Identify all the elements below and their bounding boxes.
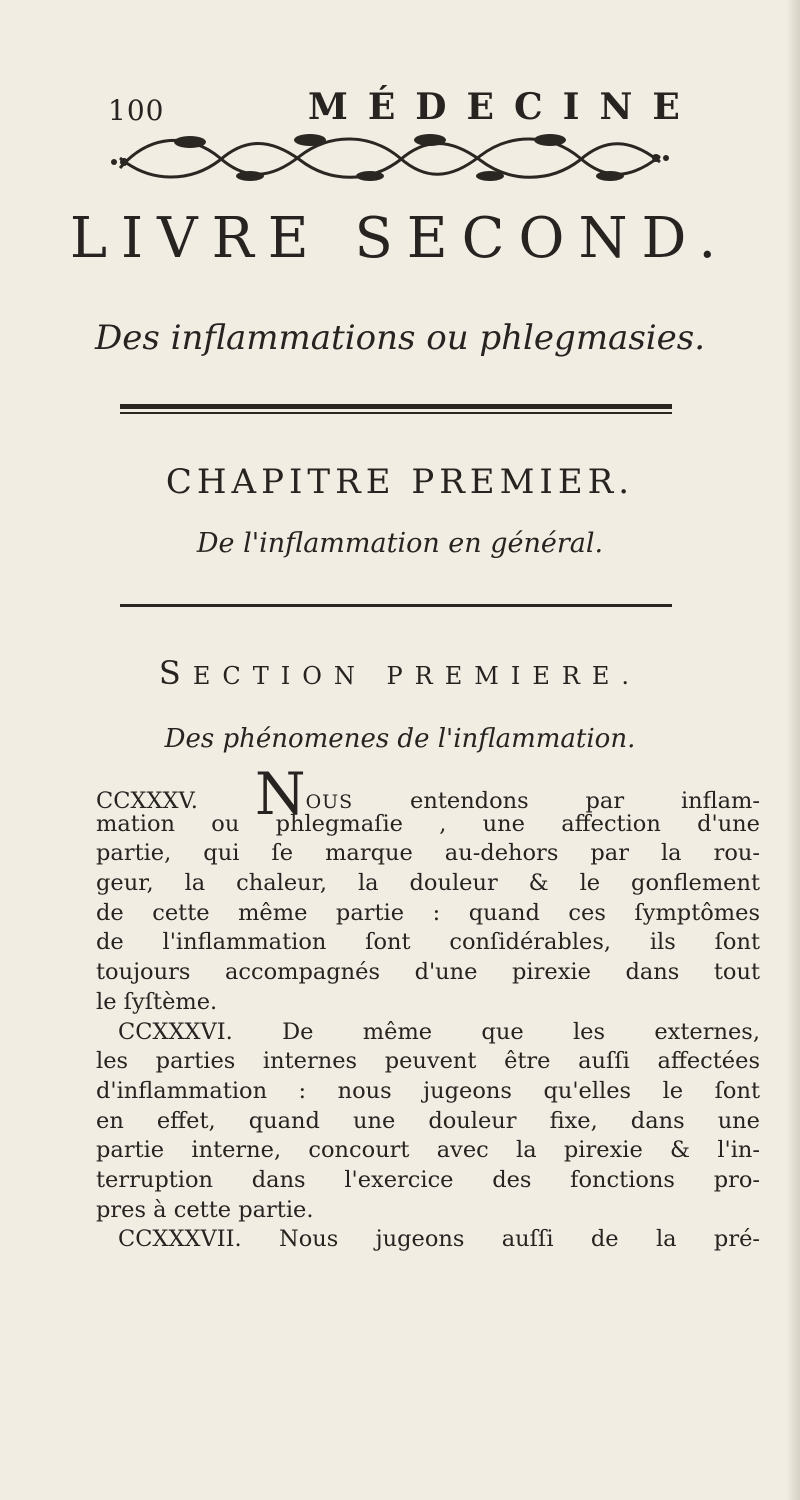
text-line: d'inflammation : nous jugeons qu'elles le ſont xyxy=(96,1077,760,1104)
paragraph-first-line: CCXXXVII. Nous jugeons auſſi de la pré- xyxy=(118,1226,760,1253)
text-line: les parties internes peuvent être auſſi affectées xyxy=(96,1048,760,1075)
text-line: de l'inflammation ſont conſidérables, ils ſont xyxy=(96,929,760,956)
small-caps-word: OUS xyxy=(305,791,354,813)
text-line: en effet, quand une douleur fixe, dans une xyxy=(96,1107,760,1134)
section-title xyxy=(0,654,800,692)
ornament-band xyxy=(110,128,670,186)
running-head xyxy=(108,82,700,132)
text-line: de cette même partie : quand ces ſymptômes xyxy=(96,899,760,926)
double-rule-top xyxy=(120,404,672,409)
chapter-subtitle: De l'inflammation en général. xyxy=(196,528,604,559)
first-line-text: entendons par inflam- xyxy=(353,788,760,814)
page-number: 100 xyxy=(108,94,165,127)
text-line: terruption dans l'exercice des fonctions pro- xyxy=(96,1166,760,1193)
paragraph-first-line: CCXXXVI. De même que les externes, xyxy=(118,1018,760,1045)
section-rule xyxy=(120,604,672,607)
text-line: geur, la chaleur, la douleur & le gonflement xyxy=(96,870,760,897)
drop-cap: N xyxy=(254,760,306,828)
running-title: MÉDECINE xyxy=(308,86,700,128)
text-line: toujours accompagnés d'une pirexie dans tout xyxy=(96,959,760,986)
section-title-rest: ECTION PREMIERE. xyxy=(192,662,642,690)
chapter-title: CHAPITRE PREMIER. xyxy=(165,462,635,502)
double-rule-bottom xyxy=(120,412,672,414)
text-line: partie interne, concourt avec la pirexie & l'in- xyxy=(96,1137,760,1164)
text-line: partie, qui ſe marque au-dehors par la rou- xyxy=(96,840,760,867)
body-text xyxy=(96,760,760,1255)
text-line: mation ou phlegmaſie , une affection d'une xyxy=(96,810,760,837)
section-title-cap: S xyxy=(158,654,193,692)
text-line: le ſyſtème. xyxy=(96,988,218,1015)
paragraph-number: CCXXXV. xyxy=(96,788,198,814)
text-line: pres à cette partie. xyxy=(96,1196,314,1223)
book-title: LIVRE SECOND. xyxy=(69,206,731,271)
section-subtitle: Des phénomenes de l'inflammation. xyxy=(164,724,636,754)
book-subtitle: Des inflammations ou phlegmasies. xyxy=(94,318,706,358)
